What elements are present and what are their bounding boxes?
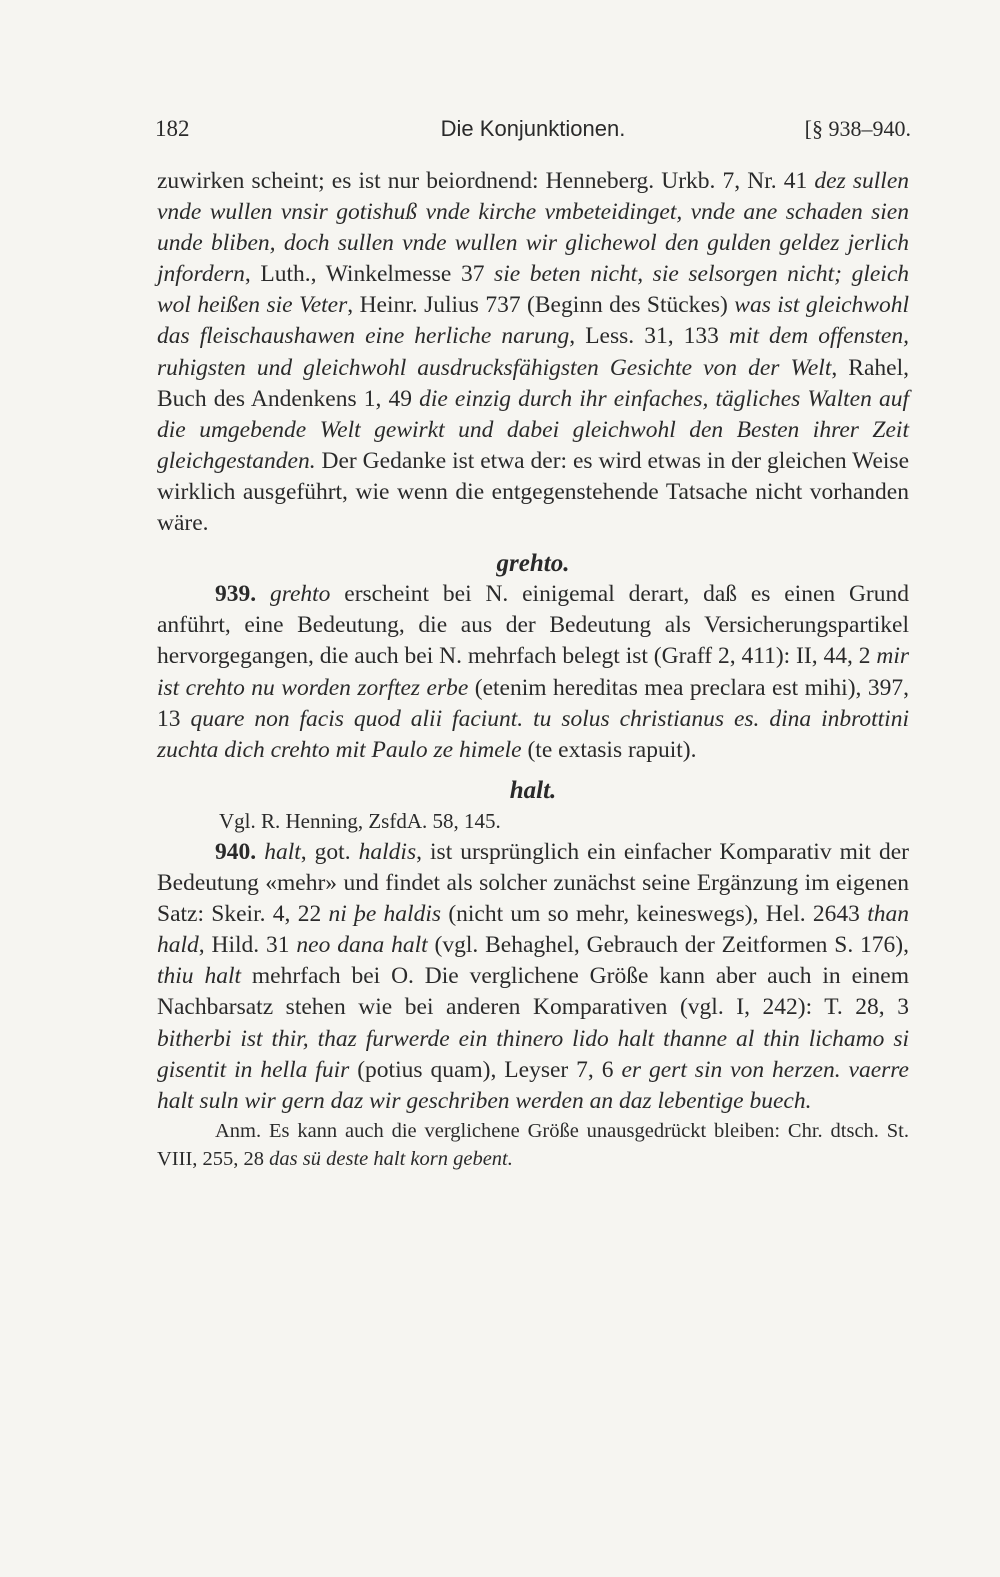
text-run (256, 839, 264, 865)
heading-halt: halt. (509, 776, 557, 804)
text-run: Der Gedanke ist etwa der: es wird etwas in der gleichen Weise wirklich ausgeführt, wie wenn die entgegenstehende Tatsache nicht vorhanden wäre. (157, 447, 909, 537)
text-run: erscheint bei N. einigemal derart, daß es einen Grund anführt, eine Bedeutung, die aus der Bedeutung als Versicherungspartikel hervorgegangen, die auch bei N. mehrfach belegt ist (Graff 2, 411): II, 44, 2 (157, 581, 909, 670)
section-number: 940. (215, 838, 257, 865)
paragraph-940 (157, 837, 909, 1117)
section-range: [§ 938–940. (804, 116, 911, 141)
text-run: (vgl. Behaghel, Gebrauch der Zeitformen S. 176), (427, 932, 910, 959)
text-run: (etenim hereditas mea preclara est mihi), 397, 13 (157, 674, 909, 732)
reference-note: Vgl. R. Henning, ZsfdA. 58, 145. (219, 808, 501, 833)
text-run: , Heinr. Julius 737 (Beginn des Stückes) (347, 292, 735, 319)
text-run: , Rahel, Buch des Andenkens 1, 49 (157, 354, 909, 412)
italic-quote: dez sullen vnde wullen vnsir gotishuß vnde kirche vmbeteidinget, vnde ane schaden sien unde blіben, doch sullen vnde wullen wir glichewol den gulden geldez jerlich jnfordern (157, 168, 910, 288)
italic-quote: haldis (358, 838, 417, 865)
running-header (155, 108, 911, 148)
text-run: , Less. 31, 133 (569, 323, 729, 350)
heading-grehto: grehto. (496, 550, 570, 578)
italic-quote: grehto (269, 581, 331, 608)
italic-quote: er gert sin von herzen. vaerre halt suln wir gern daz wir geschriben werden an daz lebentige buech. (157, 1056, 909, 1114)
text-run (256, 581, 270, 607)
italic-quote: than hald (157, 901, 909, 959)
italic-quote: quare non facis quod alii faciunt. tu solus christianus es. dina inbrottini zuchta dich crehto mit Paulo ze himele (157, 705, 909, 763)
text-run: (te extasis rapuit). (521, 736, 697, 763)
body-text (157, 166, 909, 1173)
italic-quote: ni þe haldis (328, 901, 442, 928)
italic-quote: halt (264, 838, 301, 865)
italic-quote: bitherbi ist thir, thaz furwerde ein thinero lido halt thanne al thin lichamo si gisentit in hella fuir (157, 1025, 909, 1083)
text-run: (nicht um so mehr, keineswegs), Hel. 2643 (441, 901, 868, 928)
section-number: 939. (215, 581, 257, 608)
text-run: zuwirken scheint; es ist nur beiordnend: Henneberg. Urkb. 7, Nr. 41 (157, 168, 815, 194)
annotation-paragraph (157, 1117, 909, 1173)
italic-quote: sie beten nicht, sie selsorgen nicht; gleich wol heißen sie Veter (157, 261, 909, 319)
italic-quote: mit dem offensten, ruhigsten und gleichwohl ausdrucksfähigsten Gesichte von der Welt (157, 323, 909, 381)
text-run: , Luth., Winkelmesse 37 (244, 261, 495, 288)
italic-quote: mir ist crehto nu worden zorftez erbe (157, 643, 909, 701)
text-run: , ist ursprünglich ein einfacher Komparativ mit der Bedeutung «mehr» und findet als solcher zunächst seine Ergänzung im eigenen Satz: Skeir. 4, 22 (157, 838, 910, 928)
text-run: , got. (300, 838, 359, 865)
paragraph-intro (157, 166, 909, 539)
text-run: mehrfach bei O. Die verglichene Größe kann aber auch in einem Nachbarsatz stehen wie bei anderen Komparativen (vgl. I, 242): T. 28, 3 (157, 963, 909, 1021)
italic-quote: das sü deste halt korn gebent. (269, 1147, 513, 1170)
italic-quote: neo dana halt (296, 932, 428, 959)
text-run: , Hild. 31 (198, 932, 297, 959)
text-run: (potius quam), Leyser 7, 6 (349, 1056, 622, 1083)
text-run: Anm. Es kann auch die verglichene Größe unausgedrückt bleiben: Chr. dtsch. St. VIII, 255, 28 (157, 1119, 909, 1170)
running-title: Die Konjunktionen. (440, 116, 626, 141)
italic-quote: die einzig durch ihr einfaches, tägliches Walten auf die umgebende Welt gewirkt und dabei gleichwohl den Besten ihrer Zeit gleichgestanden. (157, 385, 909, 474)
italic-quote: thiu halt (157, 963, 241, 990)
italic-quote: was ist gleichwohl das fleischaushawen eine herliche narung (157, 292, 910, 350)
paragraph-939 (157, 579, 909, 766)
page-number: 182 (155, 116, 190, 141)
